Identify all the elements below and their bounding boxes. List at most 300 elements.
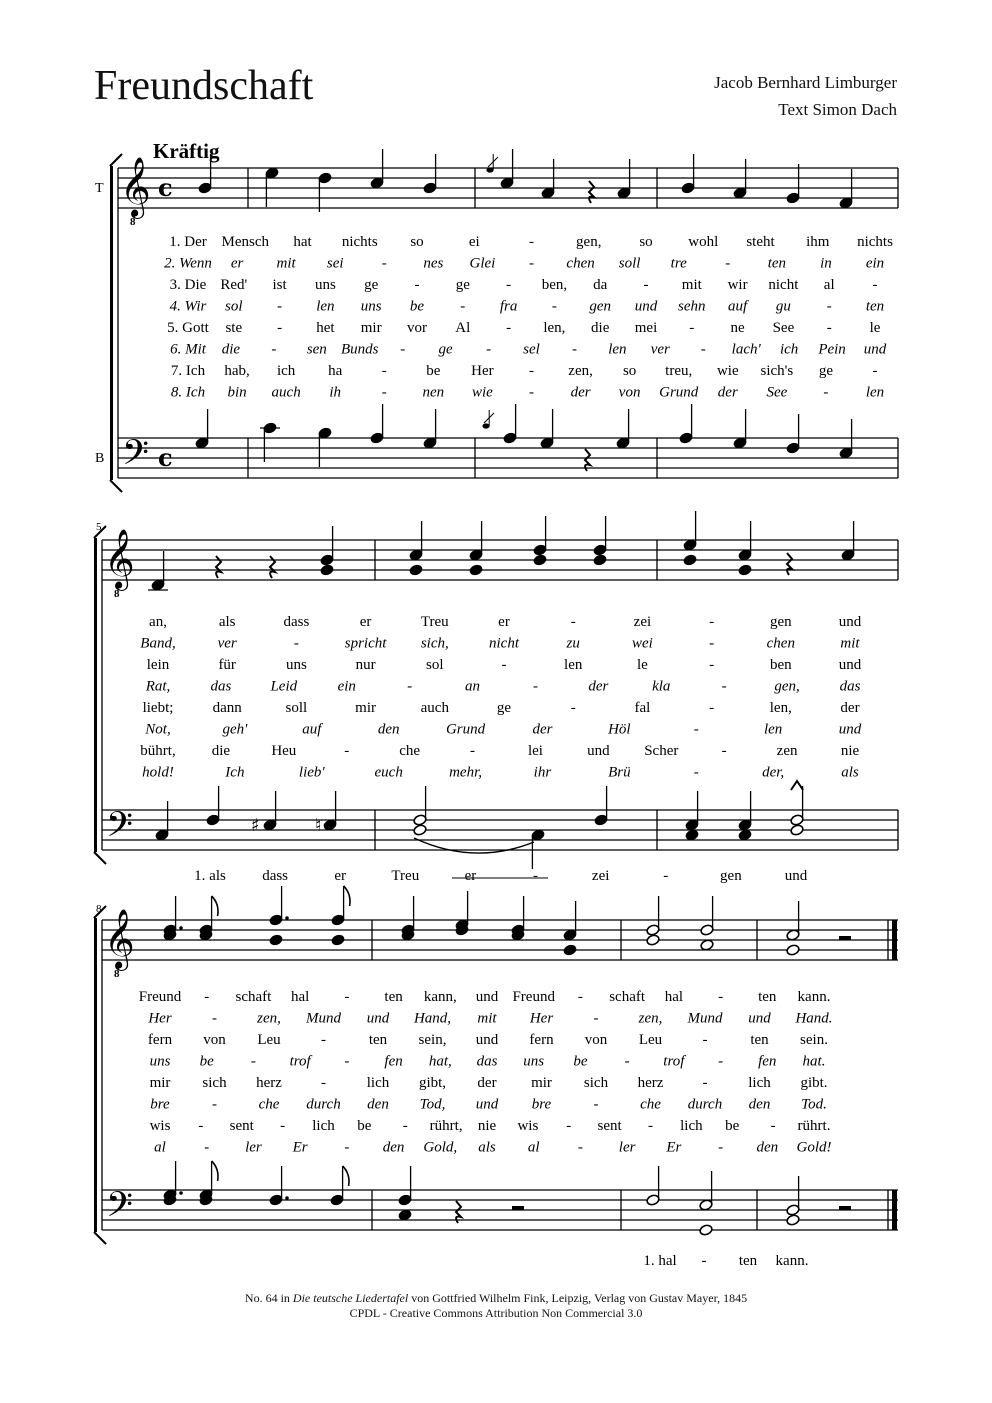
bass-lyric-system-2: - (663, 868, 669, 884)
bass-lyric-system-3: - (701, 1253, 707, 1269)
verse-2-system-1: 2. Wenn (164, 255, 212, 272)
bracket-hook-bottom (94, 852, 106, 864)
bass-lyric-system-2: 1. als (194, 868, 226, 884)
verse-6-system-3: durch (687, 1096, 723, 1113)
sharp-icon: ♯ (251, 815, 260, 836)
quarter-rest-icon (216, 556, 221, 578)
verse-6-system-1: lach' (731, 341, 761, 358)
eighth-flag (212, 1161, 218, 1181)
verse-7-system-3: lich (680, 1118, 703, 1134)
verse-4-system-3: be (573, 1053, 588, 1070)
verse-2-system-2: ver (217, 635, 237, 652)
verse-4-system-2: gen, (774, 678, 800, 695)
verse-7-system-2: Scher (644, 743, 679, 759)
verse-8-system-2: als (841, 764, 859, 781)
verse-1-system-1: nichts (857, 234, 893, 250)
verse-3-system-1: Red' (220, 277, 248, 293)
verse-6-system-2: den (377, 721, 400, 738)
verse-7-system-2: die (211, 743, 231, 759)
verse-1-system-2: - (570, 614, 576, 630)
verse-5-system-1: ste (225, 320, 243, 336)
verse-3-system-3: von (584, 1032, 608, 1048)
verse-1-system-1: wohl (688, 234, 719, 250)
verse-1-system-3: kann. (797, 989, 831, 1005)
verse-1-system-2: dass (283, 614, 310, 630)
verse-7-system-3: lich (312, 1118, 335, 1134)
verse-6-system-3: che (258, 1096, 280, 1113)
verse-8-system-2: der, (762, 764, 785, 781)
verse-6-system-2: len (763, 721, 783, 738)
verse-2-system-2: wei (631, 635, 653, 652)
verse-3-system-3: Leu (638, 1032, 663, 1048)
verse-6-system-1: - (271, 341, 277, 358)
verse-1-system-2: an, (149, 614, 167, 630)
verse-6-system-3: - (593, 1096, 599, 1113)
verse-4-system-1: sehn (678, 298, 706, 315)
verse-3-system-1: - (643, 277, 649, 293)
verse-2-system-2: - (709, 635, 715, 652)
verse-7-system-3: - (648, 1118, 653, 1134)
verse-4-system-2: der (588, 678, 609, 695)
verse-7-system-3: be (725, 1118, 740, 1134)
verse-5-system-1: Al (455, 320, 471, 336)
measure-number-8: 8 (96, 903, 102, 915)
verse-5-system-3: herz (256, 1075, 282, 1091)
grace-note (482, 423, 489, 428)
verse-5-system-1: 5. Gott (167, 320, 209, 336)
verse-8-system-3: Gold, (423, 1139, 458, 1156)
verse-6-system-1: Bunds (341, 341, 379, 358)
verse-7-system-3: sent (229, 1118, 254, 1134)
quarter-rest-icon (270, 556, 275, 578)
verse-2-system-1: ein (865, 255, 885, 272)
verse-5-system-2: soll (285, 700, 308, 716)
common-time-icon: c (158, 173, 173, 202)
verse-4-system-2: ein (337, 678, 356, 695)
verse-7-system-1: zen, (568, 363, 593, 379)
verse-3-system-3: - (702, 1032, 708, 1048)
verse-6-system-3: - (212, 1096, 217, 1113)
bass-lyric-system-2: - (533, 868, 539, 884)
bass-lyric-system-2: dass (262, 868, 289, 884)
verse-1-system-1: ei (468, 234, 480, 250)
verse-3-system-3: sein, (418, 1032, 447, 1048)
verse-1-system-3: und (475, 989, 499, 1005)
quarter-note (683, 554, 697, 566)
verse-5-system-3: der (477, 1075, 497, 1091)
verse-5-system-1: vor (407, 320, 427, 336)
verse-3-system-2: sol (426, 657, 444, 673)
bass-lyric-system-2: er (334, 868, 347, 884)
verse-6-system-3: durch (306, 1096, 341, 1113)
verse-6-system-1: len (608, 341, 627, 358)
verse-8-system-1: bin (227, 384, 247, 401)
verse-4-system-3: uns (523, 1053, 545, 1070)
verse-4-system-3: fen (384, 1053, 403, 1070)
verse-2-system-3: Hand. (795, 1010, 833, 1027)
verse-5-system-1: - (689, 320, 695, 336)
verse-4-system-3: - (250, 1053, 256, 1070)
verse-6-system-1: 6. Mit (170, 341, 206, 358)
verse-4-system-1: - (826, 298, 832, 315)
final-barline-thick (892, 1190, 897, 1230)
quarter-note (533, 554, 547, 566)
verse-3-system-3: Leu (257, 1032, 281, 1048)
verse-3-system-1: mit (681, 277, 702, 293)
verse-4-system-1: len (316, 298, 335, 315)
quarter-note (331, 934, 345, 946)
verse-3-system-1: - (506, 277, 512, 293)
verse-7-system-1: ich (276, 363, 296, 379)
verse-8-system-3: Er (666, 1139, 682, 1156)
verse-4-system-1: 4. Wir (169, 298, 207, 315)
verse-2-system-1: tre (670, 255, 687, 272)
verse-3-system-2: und (838, 657, 862, 673)
verse-6-system-1: und (863, 341, 887, 358)
verse-4-system-2: - (407, 678, 413, 695)
page-title: Freundschaft (94, 63, 314, 109)
verse-1-system-1: ihm (806, 234, 830, 250)
verse-4-system-1: - (460, 298, 466, 315)
verse-3-system-2: nur (355, 657, 376, 673)
verse-7-system-3: rührt, (429, 1118, 463, 1134)
verse-1-system-3: Freund (138, 989, 182, 1005)
quarter-note (469, 564, 483, 576)
bass-clef-icon: 𝄢 (122, 432, 150, 481)
verse-5-system-3: herz (637, 1075, 664, 1091)
verse-3-system-3: sein. (800, 1032, 828, 1048)
verse-3-system-1: ge (364, 277, 379, 293)
eighth-flag (212, 896, 218, 916)
verse-2-system-1: nes (423, 255, 444, 272)
verse-1-system-2: Treu (420, 614, 449, 630)
verse-8-system-1: Grund (659, 384, 699, 401)
verse-5-system-3: mir (149, 1075, 171, 1091)
verse-7-system-2: Heu (271, 743, 297, 759)
verse-6-system-1: sen (306, 341, 327, 358)
verse-8-system-3: als (478, 1139, 496, 1156)
footer-license: CPDL - Creative Commons Attribution Non Commercial 3.0 (349, 1306, 643, 1320)
verse-6-system-2: - (693, 721, 699, 738)
bracket-hook-bottom (94, 1232, 106, 1244)
verse-5-system-2: auch (420, 700, 449, 716)
verse-1-system-1: hat (293, 234, 312, 250)
verse-5-system-2: - (570, 700, 576, 716)
verse-1-system-3: kann, (423, 989, 457, 1005)
verse-7-system-1: Her (471, 363, 494, 379)
verse-3-system-2: le (636, 657, 648, 673)
system-bracket (94, 918, 97, 1232)
verse-3-system-1: ist (272, 277, 287, 293)
verse-8-system-3: - (204, 1139, 210, 1156)
verse-3-system-1: al (823, 277, 835, 293)
verse-2-system-3: Hand, (413, 1010, 452, 1027)
verse-7-system-2: lei (527, 743, 543, 759)
verse-2-system-1: - (725, 255, 731, 272)
verse-4-system-3: uns (149, 1053, 171, 1070)
natural-icon: ♮ (315, 815, 322, 836)
verse-1-system-3: schaft (609, 989, 646, 1005)
verse-2-system-3: zen, (257, 1010, 281, 1027)
half-rest-icon (839, 1206, 851, 1210)
verse-8-system-1: - (823, 384, 829, 401)
lyricist-credit: Text Simon Dach (778, 100, 897, 119)
verse-3-system-1: nicht (768, 277, 799, 293)
verse-1-system-3: - (204, 989, 210, 1005)
verse-6-system-3: Tod. (801, 1096, 827, 1113)
verse-3-system-1: ben, (541, 277, 568, 293)
verse-2-system-2: spricht (344, 635, 387, 652)
verse-5-system-1: - (826, 320, 832, 336)
verse-7-system-1: be (426, 363, 441, 379)
eighth-flag (343, 1166, 349, 1186)
quarter-note (398, 1209, 412, 1221)
bass-lyric-system-2: und (784, 868, 808, 884)
verse-7-system-3: wis (149, 1118, 171, 1134)
verse-3-system-1: wir (727, 277, 748, 293)
verse-7-system-1: sich's (760, 363, 794, 379)
verse-5-system-3: - (321, 1075, 326, 1091)
verse-1-system-2: er (498, 614, 510, 630)
verse-6-system-1: sel (523, 341, 540, 358)
verse-2-system-3: Mund (306, 1010, 341, 1027)
verse-3-system-1: ge (455, 277, 470, 293)
footer-book-title: Die teutsche Liedertafel (292, 1291, 409, 1305)
verse-5-system-2: mir (355, 700, 377, 716)
quarter-note (738, 564, 752, 576)
half-note (646, 934, 660, 946)
quarter-note (409, 564, 423, 576)
verse-5-system-2: dann (212, 700, 242, 716)
verse-8-system-1: von (618, 384, 641, 401)
verse-7-system-3: nie (477, 1118, 497, 1134)
verse-4-system-1: uns (360, 298, 382, 315)
verse-1-system-3: hal (290, 989, 310, 1005)
bass-lyric-system-2: gen (720, 868, 742, 884)
verse-8-system-1: len (865, 384, 885, 401)
verse-8-system-3: Gold! (796, 1139, 832, 1156)
verse-3-system-3: ten (368, 1032, 388, 1048)
verse-8-system-3: al (527, 1139, 540, 1156)
verse-3-system-1: uns (314, 277, 336, 293)
verse-3-system-3: von (203, 1032, 226, 1048)
bass-lyric-system-2: er (464, 868, 477, 884)
verse-4-system-3: trof (289, 1053, 311, 1070)
verse-4-system-1: - (551, 298, 557, 315)
verse-8-system-3: al (154, 1139, 166, 1156)
quarter-rest-icon (589, 181, 594, 203)
verse-7-system-3: wis (517, 1118, 539, 1134)
treble-clef-icon: 𝄞 (104, 909, 135, 969)
verse-5-system-2: - (709, 700, 715, 716)
verse-6-system-2: und (838, 721, 862, 738)
treble-clef-icon: 𝄞 (120, 157, 151, 217)
verse-5-system-1: le (869, 320, 881, 336)
verse-2-system-1: in (820, 255, 832, 272)
verse-8-system-1: nen (422, 384, 445, 401)
verse-4-system-1: und (634, 298, 658, 315)
verse-6-system-3: den (367, 1096, 389, 1113)
verse-8-system-1: - (381, 384, 387, 401)
verse-7-system-1: so (622, 363, 637, 379)
bracket-hook-bottom (110, 480, 122, 492)
verse-5-system-2: fal (634, 700, 651, 716)
verse-6-system-1: - (571, 341, 577, 358)
verse-7-system-2: che (399, 743, 421, 759)
verse-6-system-2: auf (302, 721, 322, 738)
verse-5-system-2: len, (769, 700, 792, 716)
verse-3-system-2: lein (146, 657, 170, 673)
verse-8-system-1: 8. Ich (170, 384, 206, 401)
verse-1-system-1: 1. Der (169, 234, 207, 250)
bass-lyric-system-3: kann. (775, 1253, 809, 1269)
half-note (699, 1224, 713, 1236)
verse-6-system-1: - (400, 341, 406, 358)
verse-2-system-3: und (366, 1010, 390, 1027)
verse-5-system-2: liebt; (142, 700, 174, 716)
verse-3-system-1: - (872, 277, 878, 293)
verse-2-system-2: nicht (489, 635, 519, 652)
verse-8-system-2: hold! (142, 764, 174, 781)
verse-1-system-1: steht (746, 234, 775, 250)
verse-3-system-3: fern (147, 1032, 173, 1048)
verse-4-system-3: - (718, 1053, 724, 1070)
footer-post: von Gottfried Wilhelm Fink, Leipzig, Verlag von Gustav Mayer, 1845 (408, 1291, 748, 1305)
verse-8-system-2: mehr, (449, 764, 483, 781)
verse-8-system-3: den (382, 1139, 405, 1156)
footer-pre: No. 64 in (244, 1291, 293, 1305)
bass-lyric-system-3: 1. hal (643, 1253, 677, 1269)
verse-1-system-2: und (838, 614, 862, 630)
verse-1-system-1: so (639, 234, 653, 250)
verse-6-system-2: Not, (145, 721, 171, 738)
verse-4-system-3: - (344, 1053, 350, 1070)
common-time-icon: c (158, 443, 173, 472)
verse-4-system-3: - (624, 1053, 630, 1070)
verse-4-system-2: das (839, 678, 861, 695)
verse-5-system-1: len, (543, 320, 566, 336)
verse-2-system-3: Her (529, 1010, 554, 1027)
verse-5-system-1: mir (360, 320, 382, 336)
verse-5-system-3: lich (748, 1075, 771, 1091)
grace-note (486, 167, 493, 172)
verse-7-system-1: - (872, 363, 878, 379)
verse-5-system-3: sich (202, 1075, 227, 1091)
verse-7-system-3: - (566, 1118, 572, 1134)
verse-1-system-3: - (344, 989, 350, 1005)
verse-6-system-1: - (700, 341, 706, 358)
half-note (790, 824, 804, 836)
verse-2-system-1: er (230, 255, 244, 272)
verse-2-system-3: - (593, 1010, 599, 1027)
verse-2-system-3: - (212, 1010, 217, 1027)
verse-6-system-3: bre (150, 1096, 170, 1113)
measure-number-5: 5 (96, 521, 102, 533)
verse-2-system-1: sei (326, 255, 344, 272)
verse-2-system-1: chen (566, 255, 595, 272)
verse-5-system-3: gibt, (418, 1075, 447, 1091)
half-rest-icon (839, 936, 851, 940)
footer-source (0, 1291, 992, 1306)
verse-2-system-3: mit (477, 1010, 497, 1027)
verse-2-system-3: und (748, 1010, 771, 1027)
verse-3-system-3: fern (529, 1032, 554, 1048)
verse-4-system-2: an (465, 678, 481, 695)
verse-6-system-1: Pein (818, 341, 846, 358)
quarter-note (269, 934, 283, 946)
verse-6-system-3: Tod, (419, 1096, 446, 1113)
bass-clef-icon: 𝄢 (106, 804, 134, 853)
verse-6-system-2: Grund (445, 721, 486, 738)
verse-6-system-1: - (486, 341, 492, 358)
bass-lyric-system-3: ten (738, 1253, 758, 1269)
verse-6-system-2: Höl (608, 721, 631, 738)
verse-1-system-2: gen (769, 614, 792, 630)
verse-4-system-2: Rat, (145, 678, 171, 695)
verse-4-system-3: hat, (428, 1053, 452, 1070)
half-note (413, 824, 427, 836)
verse-2-system-3: Mund (687, 1010, 723, 1027)
verse-5-system-1: ne (730, 320, 745, 336)
verse-6-system-3: bre (531, 1096, 552, 1113)
verse-3-system-3: - (321, 1032, 326, 1048)
verse-2-system-1: - (381, 255, 387, 272)
verse-7-system-2: nie (840, 743, 860, 759)
verse-6-system-2: der (532, 721, 553, 738)
verse-2-system-3: zen, (638, 1010, 663, 1027)
verse-7-system-2: bührt, (140, 743, 176, 759)
verse-2-system-1: ten (767, 255, 787, 272)
verse-7-system-1: treu, (665, 363, 693, 379)
verse-5-system-1: die (591, 320, 610, 336)
verse-8-system-1: See (766, 384, 788, 401)
verse-7-system-3: sent (597, 1118, 622, 1134)
verse-5-system-3: lich (366, 1075, 390, 1091)
verse-8-system-1: auch (271, 384, 301, 401)
verse-8-system-3: - (577, 1139, 583, 1156)
tempo-marking: Kräftig (153, 139, 220, 163)
verse-3-system-2: - (709, 657, 715, 673)
verse-4-system-2: kla (652, 678, 671, 695)
augmentation-dot (285, 916, 289, 920)
bass-clef-icon: 𝄢 (106, 1184, 134, 1233)
verse-3-system-2: für (218, 657, 236, 673)
verse-3-system-1: 3. Die (169, 277, 207, 293)
verse-5-system-3: gibt. (800, 1075, 828, 1091)
verse-2-system-1: - (529, 255, 534, 272)
verse-4-system-3: das (476, 1053, 498, 1070)
verse-3-system-1: da (593, 277, 608, 293)
accent-marcato-icon (791, 781, 803, 790)
verse-2-system-1: mit (276, 255, 296, 272)
quarter-rest-icon (787, 553, 792, 575)
verse-4-system-1: fra (499, 298, 518, 315)
verse-1-system-1: - (529, 234, 534, 250)
final-barline-thick (892, 920, 897, 960)
verse-7-system-3: - (402, 1118, 408, 1134)
verse-4-system-1: - (277, 298, 283, 315)
verse-7-system-3: - (770, 1118, 776, 1134)
verse-7-system-3: be (357, 1118, 372, 1134)
verse-7-system-1: 7. Ich (170, 363, 206, 379)
verse-4-system-2: Leid (270, 678, 298, 695)
verse-8-system-2: euch (374, 764, 403, 781)
verse-8-system-2: ihr (533, 764, 552, 781)
verse-2-system-1: soll (618, 255, 641, 272)
verse-4-system-3: hat. (802, 1053, 826, 1070)
verse-1-system-2: als (218, 614, 236, 630)
verse-8-system-3: - (718, 1139, 724, 1156)
